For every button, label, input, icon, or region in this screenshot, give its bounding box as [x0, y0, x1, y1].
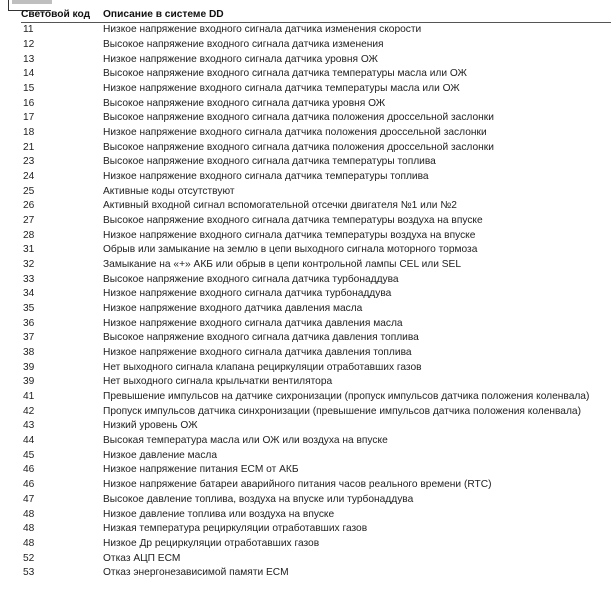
description-cell: Высокое напряжение входного сигнала датчика температуры воздуха на впуске	[103, 215, 483, 227]
light-code-cell: 26	[23, 200, 35, 212]
table-row	[21, 566, 611, 581]
header-code: Световой код	[21, 8, 103, 23]
light-code-cell: 48	[23, 523, 35, 535]
table-row	[21, 493, 611, 508]
description-cell: Низкое напряжение входного сигнала датчика температуры воздуха на впуске	[103, 229, 476, 241]
table-row	[21, 82, 611, 97]
description-cell: Высокое напряжение входного сигнала датчика давления топлива	[103, 332, 419, 344]
description-cell: Высокое напряжение входного сигнала датчика температуры масла или ОЖ	[103, 68, 467, 80]
table-row	[21, 38, 611, 53]
table-row	[21, 302, 611, 317]
table-row	[21, 126, 611, 141]
table-row	[21, 346, 611, 361]
table-row	[21, 360, 611, 375]
table-row	[21, 316, 611, 331]
table-row	[21, 52, 611, 67]
light-code-cell: 48	[23, 508, 35, 520]
table-row	[21, 199, 611, 214]
table-row	[21, 287, 611, 302]
light-code-cell: 24	[23, 171, 35, 183]
description-cell: Высокое давление топлива, воздуха на впуске или турбонаддува	[103, 493, 414, 505]
light-code-cell: 34	[23, 288, 35, 300]
table-row	[21, 522, 611, 537]
error-code-table-container	[21, 8, 611, 581]
table-row	[21, 434, 611, 449]
light-code-cell: 25	[23, 185, 35, 197]
description-cell: Низкое давление топлива или воздуха на впуске	[103, 508, 335, 520]
light-code-cell: 14	[23, 68, 35, 80]
light-code-cell: 53	[23, 567, 35, 579]
light-code-cell: 13	[23, 53, 35, 65]
description-cell: Активный входной сигнал вспомогательной отсечки двигателя №1 или №2	[103, 200, 457, 212]
light-code-cell: 37	[23, 332, 35, 344]
light-code-cell: 28	[23, 229, 35, 241]
description-cell: Обрыв или замыкание на землю в цепи выходного сигнала моторного тормоза	[103, 244, 478, 256]
description-cell: Замыкание на «+» АКБ или обрыв в цепи контрольной лампы CEL или SEL	[103, 259, 462, 271]
light-code-cell: 18	[23, 127, 35, 139]
light-code-cell: 17	[23, 112, 35, 124]
description-cell: Низкое напряжение входного сигнала датчика давления масла	[103, 317, 403, 329]
description-cell: Высокое напряжение входного сигнала датчика турбонаддува	[103, 273, 399, 285]
table-row	[21, 507, 611, 522]
table-row	[21, 331, 611, 346]
light-code-cell: 16	[23, 97, 35, 109]
table-row	[21, 23, 611, 38]
table-row	[21, 170, 611, 185]
light-code-cell: 23	[23, 156, 35, 168]
light-code-cell: 39	[23, 376, 35, 388]
table-row	[21, 214, 611, 229]
table-row	[21, 448, 611, 463]
light-code-cell: 12	[23, 39, 35, 50]
table-row	[21, 375, 611, 390]
description-cell: Низкое напряжение входного сигнала датчика температуры топлива	[103, 171, 429, 183]
description-cell: Высокое напряжение входного сигнала датчика температуры топлива	[103, 156, 436, 168]
light-code-cell: 46	[23, 464, 35, 476]
table-row	[21, 463, 611, 478]
light-code-cell: 33	[23, 273, 35, 285]
description-cell: Низкое напряжение входного сигнала датчика изменения скорости	[103, 24, 422, 36]
light-code-cell: 45	[23, 449, 35, 461]
description-cell: Отказ АЦП ЕСМ	[103, 552, 181, 564]
light-code-cell: 46	[23, 479, 35, 491]
table-row	[21, 243, 611, 258]
table-row	[21, 140, 611, 155]
description-cell: Активные коды отсутствуют	[103, 185, 235, 197]
description-cell: Низкая температура рециркуляции отработавших газов	[103, 523, 368, 535]
table-header-row	[21, 8, 611, 23]
light-code-cell: 38	[23, 347, 35, 359]
description-cell: Низкое напряжение батареи аварийного питания часов реального времени (RTC)	[103, 479, 492, 491]
light-code-cell: 21	[23, 141, 35, 153]
description-cell: Низкий уровень ОЖ	[103, 420, 198, 432]
light-code-cell: 47	[23, 493, 35, 505]
table-row	[21, 478, 611, 493]
table-row	[21, 404, 611, 419]
description-cell: Пропуск импульсов датчика синхронизации (превышение импульсов датчика положения коленвала)	[103, 405, 581, 417]
table-row	[21, 258, 611, 273]
description-cell: Низкое Др рециркуляции отработавших газов	[103, 537, 320, 549]
description-cell: Отказ энергонезависимой памяти ECM	[103, 567, 289, 579]
light-code-cell: 41	[23, 391, 35, 403]
description-cell: Высокое напряжение входного сигнала датчика положения дроссельной заслонки	[103, 112, 494, 124]
description-cell: Низкое напряжение входного сигнала датчика температуры масла или ОЖ	[103, 83, 460, 95]
light-code-cell: 11	[23, 24, 34, 36]
description-cell: Низкое напряжение входного сигнала датчика давления топлива	[103, 347, 412, 359]
description-cell: Низкое давление масла	[103, 449, 218, 461]
error-code-table	[21, 8, 611, 581]
light-code-cell: 31	[23, 244, 35, 256]
header-description: Описание в системе DD	[103, 8, 611, 23]
light-code-cell: 52	[23, 552, 35, 564]
table-row	[21, 67, 611, 82]
table-row	[21, 272, 611, 287]
description-cell: Высокое напряжение входного сигнала датчика изменения	[103, 39, 384, 50]
table-row	[21, 184, 611, 199]
light-code-cell: 43	[23, 420, 35, 432]
table-body	[21, 23, 611, 581]
table-row	[21, 155, 611, 170]
description-cell: Высокая температура масла или ОЖ или воздуха на впуске	[103, 435, 388, 447]
description-cell: Превышение импульсов на датчике сихронизации (пропуск импульсов датчика положения коленвала)	[103, 391, 590, 403]
description-cell: Низкое напряжение входного датчика давления масла	[103, 303, 363, 315]
description-cell: Нет выходного сигнала крыльчатки вентилятора	[103, 376, 333, 388]
table-row	[21, 537, 611, 552]
light-code-cell: 32	[23, 259, 35, 271]
light-code-cell: 48	[23, 537, 35, 549]
light-code-cell: 36	[23, 317, 35, 329]
table-row	[21, 551, 611, 566]
light-code-cell: 42	[23, 405, 35, 417]
light-code-cell: 44	[23, 435, 35, 447]
table-row	[21, 419, 611, 434]
table-row	[21, 96, 611, 111]
description-cell: Низкое напряжение входного сигнала датчика положения дроссельной заслонки	[103, 127, 487, 139]
description-cell: Высокое напряжение входного сигнала датчика положения дроссельной заслонки	[103, 141, 494, 153]
light-code-cell: 39	[23, 361, 35, 373]
description-cell: Высокое напряжение входного сигнала датчика уровня ОЖ	[103, 97, 386, 109]
table-row	[21, 228, 611, 243]
description-cell: Низкое напряжение входного сигнала датчика турбонаддува	[103, 288, 392, 300]
table-row	[21, 111, 611, 126]
description-cell: Нет выходного сигнала клапана рециркуляции отработавших газов	[103, 361, 422, 373]
light-code-cell: 15	[23, 83, 35, 95]
table-row	[21, 390, 611, 405]
description-cell: Низкое напряжение входного сигнала датчика уровня ОЖ	[103, 53, 378, 65]
light-code-cell: 35	[23, 303, 35, 315]
light-code-cell: 27	[23, 215, 35, 227]
description-cell: Низкое напряжение питания ECM от АКБ	[103, 464, 299, 476]
